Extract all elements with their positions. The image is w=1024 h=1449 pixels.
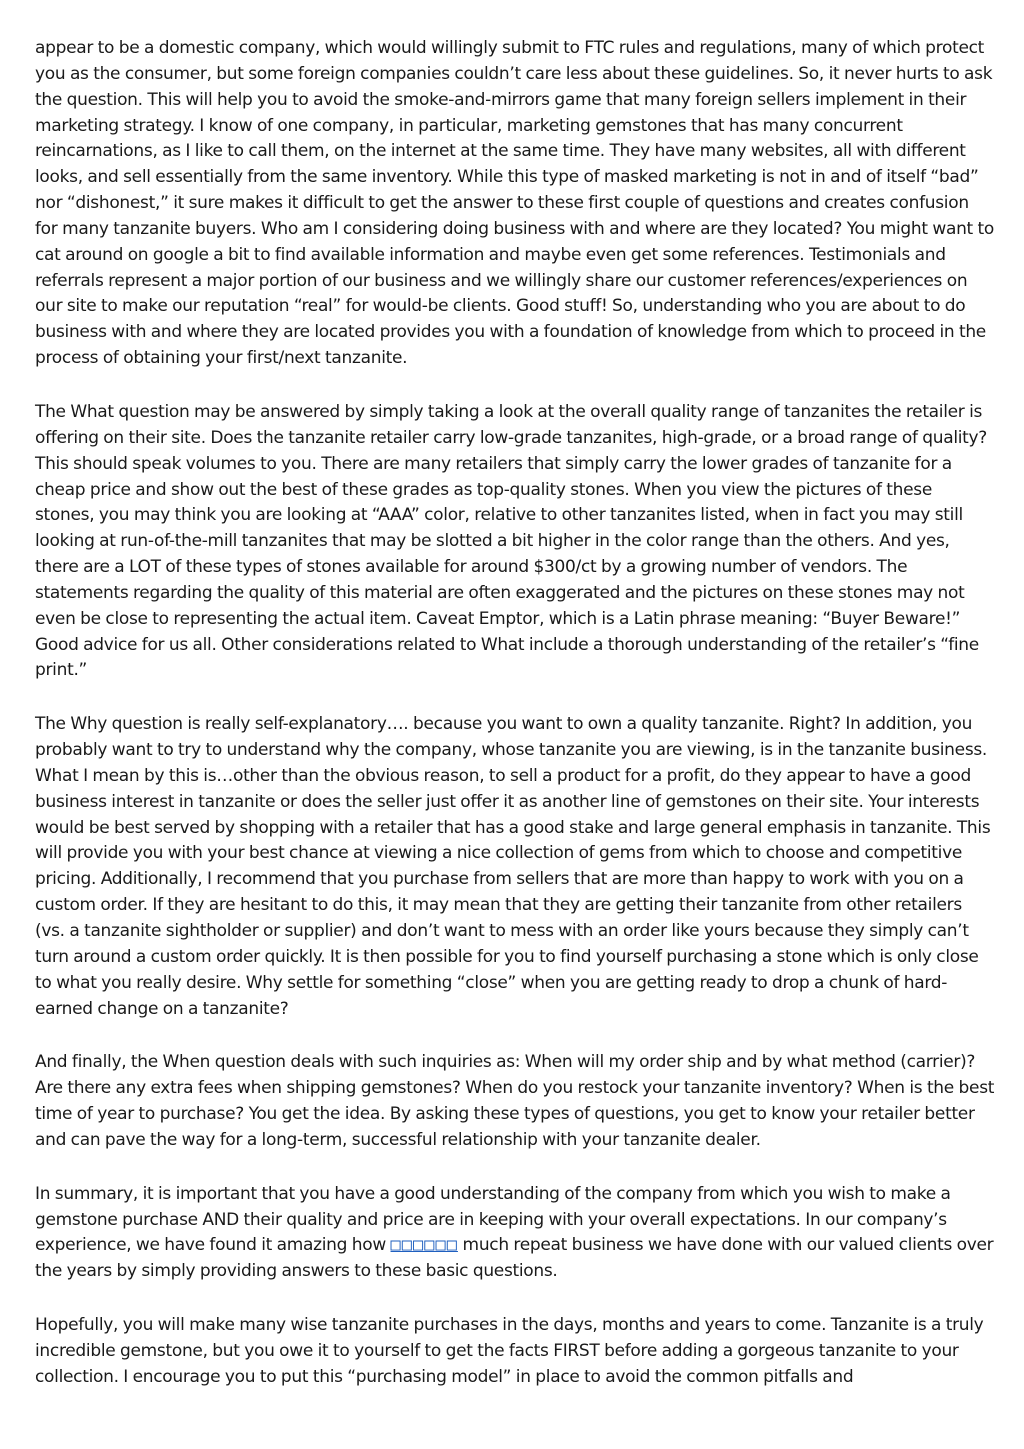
paragraph-why: The Why question is really self-explanatory…. because you want to own a quality tanzanite. Right? In addition, you probably want to try to understand why the company, whose tanzanite you are viewing, is in the tanzanite business. What I mean by this is…other than the obvious reason, to sell a product for a profit, do they appear to have a good business interest in tanzanite or does the seller just offer it as another line of gemstones on their site. Your interests would be best served by shopping with a retailer that has a good stake and large general emphasis in tanzanite. This will provide you with your best chance at viewing a nice collection of gems from which to choose and competitive pricing. Additionally, I recommend that you purchase from sellers that are more than happy to work with you on a custom order. If they are hesitant to do this, it may mean that they are getting their tanzanite from other retailers (vs. a tanzanite sightholder or supplier) and don’t want to mess with an order like yours because they simply can’t turn around a custom order quickly. It is then possible for you to find yourself purchasing a stone which is only close to what you really desire. Why settle for something “close” when you are getting ready to drop a chunk of hard-earned change on a tanzanite? (35, 714, 991, 1019)
document-body (35, 36, 995, 1419)
paragraph-closing: Hopefully, you will make many wise tanzanite purchases in the days, months and years to come. Tanzanite is a truly incredible gemstone, but you owe it to yourself to get the facts FIRST before adding a gorgeous tanzanite to your collection. I encourage you to put this “purchasing model” in place to avoid the common pitfalls and (35, 1315, 984, 1387)
paragraph-who: appear to be a domestic company, which would willingly submit to FTC rules and regulations, many of which protect you as the consumer, but some foreign companies couldn’t care less about these guidelines. So, it never hurts to ask the question. This will help you to avoid the smoke-and-mirrors game that many foreign sellers implement in their marketing strategy. I know of one company, in particular, marketing gemstones that has many concurrent reincarnations, as I like to call them, on the internet at the same time. They have many websites, all with different looks, and sell essentially from the same inventory. While this type of masked marketing is not in and of itself “bad” nor “dishonest,” it sure makes it difficult to get the answer to these first couple of questions and creates confusion for many tanzanite buyers. Who am I considering doing business with and where are they located? You might want to cat around on google a bit to find available information and maybe even get some references. Testimonials and referrals represent a major portion of our business and we willingly share our customer references/experiences on our site to make our reputation “real” for would-be clients. Good stuff! So, understanding who you are about to do business with and where they are located provides you with a foundation of knowledge from which to proceed in the process of obtaining your first/next tanzanite. (35, 38, 994, 369)
inline-link[interactable]: □□□□□□ (390, 1235, 458, 1256)
paragraph-when: And finally, the When question deals with such inquiries as: When will my order ship and by what method (carrier)? Are there any extra fees when shipping gemstones? When do you restock your tanzanite inventory? When is the best time of year to purchase? You get the idea. By asking these types of questions, you get to know your retailer better and can pave the way for a long-term, successful relationship with your tanzanite dealer. (35, 1052, 995, 1150)
summary-text-before: In summary, it is important that you have a good understanding of the company from which you wish to make a gemstone purchase AND their quality and price are in keeping with your overall expectations. In our company’s experience, we have found it amazing how (35, 1183, 951, 1256)
paragraph-summary (35, 1182, 995, 1285)
paragraph-what: The What question may be answered by simply taking a look at the overall quality range of tanzanites the retailer is offering on their site. Does the tanzanite retailer carry low-grade tanzanites, high-grade, or a broad range of quality? This should speak volumes to you. There are many retailers that simply carry the lower grades of tanzanite for a cheap price and show out the best of these grades as top-quality stones. When you view the pictures of these stones, you may think you are looking at “AAA” color, relative to other tanzanites listed, when in fact you may still looking at run-of-the-mill tanzanites that may be slotted a bit higher in the color range than the others. And yes, there are a LOT of these types of stones available for around $300/ct by a growing number of vendors. The statements regarding the quality of this material are often exaggerated and the pictures on these stones may not even be close to representing the actual item. Caveat Emptor, which is a Latin phrase meaning: “Buyer Beware!” Good advice for us all. Other considerations related to What include a thorough understanding of the retailer’s “fine print.” (35, 401, 988, 681)
summary-text-after: much repeat business we have done with our valued clients over the years by simply providing answers to these basic questions. (35, 1235, 994, 1282)
